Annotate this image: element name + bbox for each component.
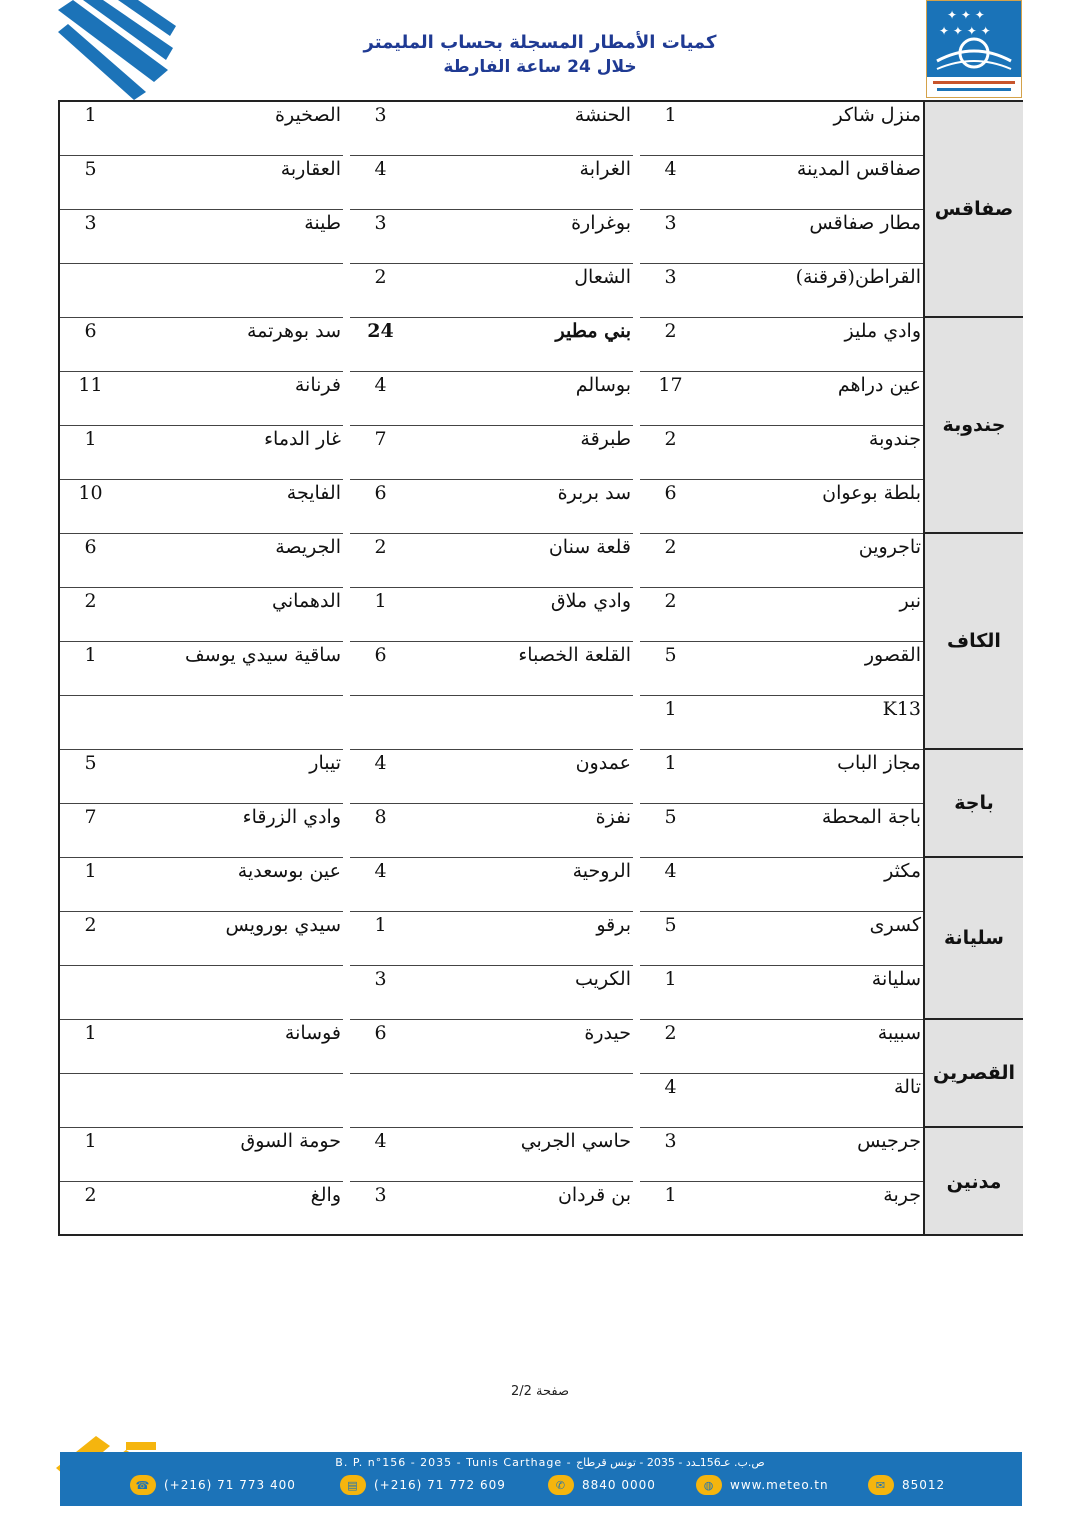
table-row <box>60 966 921 1020</box>
station-name-cell <box>121 912 343 966</box>
station-name-cell <box>701 102 923 156</box>
station-name-cell <box>121 372 343 426</box>
station-name-cell <box>121 426 343 480</box>
region-label: مدنين <box>946 1171 1002 1193</box>
rainfall-value-cell <box>640 750 701 804</box>
station-name: سد بوهرتمة <box>247 320 341 342</box>
station-name-cell <box>411 480 633 534</box>
station-name: طبرقة <box>580 428 631 450</box>
table-row <box>60 534 921 588</box>
rainfall-value: 24 <box>367 320 394 342</box>
station-name: جربة <box>883 1184 921 1206</box>
station-name-cell <box>411 1182 633 1236</box>
station-name-cell <box>411 1074 633 1128</box>
rainfall-value: 2 <box>664 1022 677 1044</box>
rainfall-value-cell <box>350 318 411 372</box>
station-name-cell <box>701 264 923 318</box>
station-name-cell <box>121 858 343 912</box>
station-name-cell <box>411 264 633 318</box>
station-name-cell <box>411 912 633 966</box>
station-name: بن قردان <box>557 1184 631 1206</box>
station-name-cell <box>411 1128 633 1182</box>
station-name: سليانة <box>871 968 921 990</box>
station-name-cell <box>701 858 923 912</box>
rainfall-value-cell <box>640 372 701 426</box>
rainfall-value-cell <box>60 372 121 426</box>
rainfall-value: 3 <box>664 1130 677 1152</box>
station-name-cell <box>411 372 633 426</box>
rainfall-value-cell <box>60 642 121 696</box>
station-name-cell <box>411 156 633 210</box>
station-name-cell <box>411 102 633 156</box>
phone-icon: ☎ <box>130 1475 156 1495</box>
rainfall-value-cell <box>60 1182 121 1236</box>
rainfall-value-cell <box>640 534 701 588</box>
station-name-cell <box>701 804 923 858</box>
station-name: الشعال <box>574 266 631 288</box>
station-name-cell <box>121 480 343 534</box>
station-name-cell <box>701 534 923 588</box>
rainfall-value-cell <box>60 696 121 750</box>
rainfall-value-cell <box>350 210 411 264</box>
title-line-1: كميات الأمطار المسجلة بحساب المليمتر <box>363 32 717 53</box>
station-name-cell <box>701 318 923 372</box>
table-row <box>60 858 921 912</box>
rainfall-value: 6 <box>374 644 387 666</box>
rainfall-value-cell <box>350 588 411 642</box>
station-name: الصخيرة <box>275 104 341 126</box>
rainfall-value-cell <box>350 858 411 912</box>
rainfall-value-cell <box>60 804 121 858</box>
station-name: تيبار <box>309 752 341 774</box>
table-row <box>60 750 921 804</box>
rainfall-value-cell <box>640 264 701 318</box>
rainfall-value-cell <box>350 696 411 750</box>
rainfall-value: 1 <box>664 698 677 720</box>
rainfall-value-cell <box>350 372 411 426</box>
svg-text:✦ ✦ ✦ ✦: ✦ ✦ ✦ ✦ <box>939 24 991 38</box>
station-name: بوغرارة <box>571 212 631 234</box>
rainfall-value-cell <box>350 642 411 696</box>
station-name: القراطن(قرقنة) <box>795 266 921 288</box>
rainfall-value: 11 <box>78 374 103 396</box>
rainfall-value-cell <box>640 912 701 966</box>
rainfall-value: 5 <box>664 806 677 828</box>
station-name: جرجيس <box>857 1130 921 1152</box>
green-number-phone-icon: ✆ <box>548 1475 574 1495</box>
rainfall-value-cell <box>640 1182 701 1236</box>
rainfall-value-cell <box>60 318 121 372</box>
rainfall-value: 4 <box>374 752 387 774</box>
rainfall-value: 6 <box>84 320 97 342</box>
rainfall-value: 8 <box>374 806 387 828</box>
rainfall-value-cell <box>350 1128 411 1182</box>
station-name-cell <box>701 1074 923 1128</box>
footer-sms <box>868 1474 945 1496</box>
station-name: جندوبة <box>868 428 921 450</box>
station-name: حومة السوق <box>240 1130 341 1152</box>
station-name-cell <box>121 804 343 858</box>
station-name-cell <box>121 1074 343 1128</box>
rainfall-value: 5 <box>84 752 97 774</box>
rainfall-value: 1 <box>664 968 677 990</box>
sms-icon: ✉ <box>868 1475 894 1495</box>
station-name: الجريصة <box>275 536 341 558</box>
rainfall-value-cell <box>60 858 121 912</box>
rainfall-value: 1 <box>84 428 97 450</box>
inm-logo <box>926 0 1022 98</box>
station-name-cell <box>121 966 343 1020</box>
station-name-cell <box>701 966 923 1020</box>
weather-institute-emblem-icon <box>927 1 1021 97</box>
rainfall-value-cell <box>350 804 411 858</box>
rainfall-value-cell <box>60 426 121 480</box>
station-name-cell <box>121 588 343 642</box>
station-name-cell <box>701 480 923 534</box>
station-name-cell <box>411 966 633 1020</box>
station-name-cell <box>121 102 343 156</box>
rainfall-value: 6 <box>374 482 387 504</box>
rainfall-value: 1 <box>84 860 97 882</box>
rainfall-value: 3 <box>374 104 387 126</box>
svg-text:✦ ✦ ✦: ✦ ✦ ✦ <box>947 8 985 22</box>
station-name: كسرى <box>869 914 921 936</box>
title-line-2: خلال 24 ساعة الفارطة <box>443 57 637 77</box>
station-name-cell <box>701 210 923 264</box>
rainfall-value: 4 <box>664 1076 677 1098</box>
station-name: برقو <box>596 914 631 936</box>
station-name: قلعة سنان <box>548 536 631 558</box>
station-name-cell <box>701 642 923 696</box>
rainfall-value: 2 <box>664 320 677 342</box>
rainfall-value: 10 <box>78 482 103 504</box>
rainfall-value: 1 <box>374 914 387 936</box>
rainfall-value: 4 <box>374 860 387 882</box>
table-row <box>60 480 921 534</box>
rainfall-value-cell <box>60 750 121 804</box>
rainfall-value: 5 <box>664 644 677 666</box>
rainfall-value: 2 <box>84 914 97 936</box>
rainfall-value-cell <box>640 642 701 696</box>
rainfall-value: 5 <box>664 914 677 936</box>
table-row <box>60 1074 921 1128</box>
table-row <box>60 696 921 750</box>
green-number: 8840 0000 <box>582 1478 656 1492</box>
table-row <box>60 1128 921 1182</box>
table-row <box>60 1182 921 1236</box>
rainfall-value: 1 <box>664 104 677 126</box>
region-label: صفاقس <box>925 102 1023 318</box>
station-name: سد بربرة <box>557 482 631 504</box>
rainfall-value: 4 <box>374 1130 387 1152</box>
rainfall-value: 2 <box>374 536 387 558</box>
station-name: طينة <box>304 212 341 234</box>
rainfall-value-cell <box>350 534 411 588</box>
website-link[interactable]: www.meteo.tn <box>730 1478 829 1492</box>
rainfall-value: 2 <box>664 428 677 450</box>
rainfall-value: 1 <box>664 752 677 774</box>
rainfall-value-cell <box>350 912 411 966</box>
region-label: الكاف <box>925 534 1023 750</box>
station-name: بني مطير <box>555 320 631 342</box>
rainfall-value-cell <box>350 102 411 156</box>
table-row <box>60 102 921 156</box>
rainfall-value: 1 <box>374 590 387 612</box>
rainfall-value-cell <box>60 156 121 210</box>
rainfall-value: 17 <box>658 374 683 396</box>
rainfall-value-cell <box>60 102 121 156</box>
station-name: فوسانة <box>284 1022 341 1044</box>
rainfall-value: 3 <box>664 266 677 288</box>
table-row <box>60 642 921 696</box>
station-name: عين دراهم <box>837 374 921 396</box>
station-name: تاجروين <box>858 536 921 558</box>
station-name-cell <box>411 858 633 912</box>
rainfall-table <box>58 100 1023 1236</box>
station-name-cell <box>121 750 343 804</box>
station-name: الحنشة <box>574 104 631 126</box>
station-name: تالة <box>893 1076 921 1098</box>
rainfall-value: 2 <box>84 590 97 612</box>
station-name-cell <box>121 318 343 372</box>
table-row <box>60 264 921 318</box>
station-name: باجة المحطة <box>821 806 921 828</box>
table-row <box>60 372 921 426</box>
table-row <box>60 156 921 210</box>
rainfall-value: 4 <box>664 158 677 180</box>
station-name: الفايجة <box>286 482 341 504</box>
station-name: الغرابة <box>579 158 631 180</box>
station-name-cell <box>411 318 633 372</box>
station-name-cell <box>411 534 633 588</box>
station-name-cell <box>411 588 633 642</box>
station-name-cell <box>411 750 633 804</box>
table-row <box>60 318 921 372</box>
station-name: مطار صفاقس <box>809 212 921 234</box>
rainfall-value: 7 <box>84 806 97 828</box>
rainfall-value: 3 <box>374 212 387 234</box>
station-name: القصور <box>864 644 921 666</box>
station-name: وادي ملاق <box>550 590 631 612</box>
station-name-cell <box>121 534 343 588</box>
rainfall-value-cell <box>60 1074 121 1128</box>
station-name-cell <box>701 1020 923 1074</box>
station-name: K13 <box>882 698 921 720</box>
sms-number: 85012 <box>902 1478 946 1492</box>
rainfall-value-cell <box>350 966 411 1020</box>
table-row <box>60 426 921 480</box>
station-name: فرنانة <box>294 374 341 396</box>
rainfall-value-cell <box>60 588 121 642</box>
station-name: عين بوسعدية <box>237 860 341 882</box>
rainfall-value-cell <box>60 264 121 318</box>
table-row <box>60 804 921 858</box>
rainfall-value-cell <box>640 696 701 750</box>
phone-number: (+216) 71 773 400 <box>164 1478 296 1492</box>
rainfall-value: 2 <box>374 266 387 288</box>
footer-website <box>696 1474 829 1496</box>
rainfall-value-cell <box>640 426 701 480</box>
station-name-cell <box>411 642 633 696</box>
globe-icon: ◍ <box>696 1475 722 1495</box>
station-name: حاسي الجربي <box>520 1130 631 1152</box>
rainfall-value: 2 <box>664 590 677 612</box>
station-name: مجاز الباب <box>837 752 921 774</box>
region-label: القصرين <box>925 1020 1023 1128</box>
rainfall-value-cell <box>60 1128 121 1182</box>
station-name-cell <box>701 696 923 750</box>
footer-phone <box>130 1474 296 1496</box>
station-name: نفزة <box>595 806 631 828</box>
rainfall-value-cell <box>640 102 701 156</box>
rainfall-value: 4 <box>374 374 387 396</box>
rainfall-value-cell <box>350 426 411 480</box>
station-name-cell <box>121 264 343 318</box>
rainfall-value: 3 <box>664 212 677 234</box>
station-name: سبيبة <box>877 1022 921 1044</box>
station-name: وادي الزرقاء <box>242 806 341 828</box>
rainfall-value-cell <box>640 1128 701 1182</box>
region-label: جندوبة <box>925 318 1023 534</box>
rainfall-value: 6 <box>664 482 677 504</box>
rainfall-value: 3 <box>374 1184 387 1206</box>
rainfall-value-cell <box>350 1020 411 1074</box>
rainfall-value-cell <box>640 210 701 264</box>
region-label: سليانة <box>925 858 1023 1020</box>
station-name: حيدرة <box>584 1022 631 1044</box>
station-name: غار الدماء <box>264 428 341 450</box>
rainfall-value: 3 <box>374 968 387 990</box>
rainfall-value-cell <box>640 480 701 534</box>
rainfall-value-cell <box>640 966 701 1020</box>
fax-number: (+216) 71 772 609 <box>374 1478 506 1492</box>
document-title <box>300 30 780 78</box>
station-name: وادي مليز <box>844 320 921 342</box>
footer-address: B. P. n°156 - 2035 - Tunis Carthage - ص.ب. عـ156ـدد - 2035 - تونس قرطاج <box>335 1456 765 1469</box>
station-name: مكثر <box>884 860 921 882</box>
station-name: العقاربة <box>280 158 341 180</box>
rainfall-value: 1 <box>84 104 97 126</box>
station-name-cell <box>701 912 923 966</box>
footer-fax <box>340 1474 506 1496</box>
rainfall-value: 4 <box>664 860 677 882</box>
rainfall-value: 1 <box>84 644 97 666</box>
rainfall-value-cell <box>640 588 701 642</box>
rainfall-value: 7 <box>374 428 387 450</box>
page-number: صفحة 2/2 <box>510 1384 570 1399</box>
station-name: والغ <box>310 1184 341 1206</box>
rainfall-value: 5 <box>84 158 97 180</box>
rainfall-value-cell <box>60 534 121 588</box>
rainfall-value-cell <box>640 1074 701 1128</box>
station-name-cell <box>701 426 923 480</box>
table-row <box>60 210 921 264</box>
region-label: باجة <box>925 750 1023 858</box>
rainfall-value-cell <box>60 210 121 264</box>
rainfall-value-cell <box>60 966 121 1020</box>
station-name: صفاقس المدينة <box>796 158 921 180</box>
station-name-cell <box>121 1128 343 1182</box>
rainfall-value-cell <box>350 480 411 534</box>
station-name-cell <box>411 210 633 264</box>
rainfall-value: 1 <box>84 1130 97 1152</box>
table-row <box>60 1020 921 1074</box>
rainfall-value-cell <box>350 1074 411 1128</box>
rainfall-value: 6 <box>84 536 97 558</box>
footer-green-number <box>548 1474 656 1496</box>
rainfall-value-cell <box>60 1020 121 1074</box>
rainfall-value-cell <box>60 480 121 534</box>
station-name-cell <box>411 804 633 858</box>
station-name-cell <box>121 696 343 750</box>
station-name-cell <box>701 156 923 210</box>
rainfall-value-cell <box>640 804 701 858</box>
rainfall-value-cell <box>350 264 411 318</box>
rainfall-value-cell <box>350 1182 411 1236</box>
station-name: بوسالم <box>575 374 631 396</box>
station-name: ساقية سيدي يوسف <box>185 644 341 666</box>
station-name: القلعة الخصباء <box>518 644 631 666</box>
rainfall-value: 2 <box>84 1184 97 1206</box>
station-name-cell <box>701 1128 923 1182</box>
station-name: الروحية <box>572 860 631 882</box>
station-name-cell <box>411 426 633 480</box>
rainfall-value: 1 <box>84 1022 97 1044</box>
rainfall-value-cell <box>640 1020 701 1074</box>
fax-icon: ▤ <box>340 1475 366 1495</box>
rainfall-value: 1 <box>664 1184 677 1206</box>
station-name: بلطة بوعوان <box>822 482 921 504</box>
station-name-cell <box>121 156 343 210</box>
station-name-cell <box>121 1182 343 1236</box>
station-name-cell <box>701 750 923 804</box>
station-name: نبر <box>899 590 921 612</box>
rainfall-value: 4 <box>374 158 387 180</box>
station-name-cell <box>121 1020 343 1074</box>
station-name-cell <box>121 642 343 696</box>
table-row <box>60 588 921 642</box>
decorative-stripes-logo <box>58 0 178 100</box>
station-name-cell <box>411 696 633 750</box>
table-row <box>60 912 921 966</box>
station-name-cell <box>411 1020 633 1074</box>
region-column <box>923 102 1023 1234</box>
rainfall-value: 2 <box>664 536 677 558</box>
rainfall-value: 6 <box>374 1022 387 1044</box>
rainfall-value-cell <box>640 156 701 210</box>
station-name: الدهماني <box>272 590 341 612</box>
station-name: منزل شاكر <box>833 104 921 126</box>
rainfall-value-cell <box>350 750 411 804</box>
station-name-cell <box>701 588 923 642</box>
station-name: سيدي بورويس <box>225 914 341 936</box>
rainfall-value: 3 <box>84 212 97 234</box>
rainfall-value-cell <box>60 912 121 966</box>
station-name: عمدون <box>575 752 631 774</box>
station-name-cell <box>701 372 923 426</box>
station-name-cell <box>121 210 343 264</box>
rainfall-value-cell <box>350 156 411 210</box>
rainfall-value-cell <box>640 318 701 372</box>
rainfall-value-cell <box>640 858 701 912</box>
station-name: الكريب <box>575 968 631 990</box>
station-name-cell <box>701 1182 923 1236</box>
